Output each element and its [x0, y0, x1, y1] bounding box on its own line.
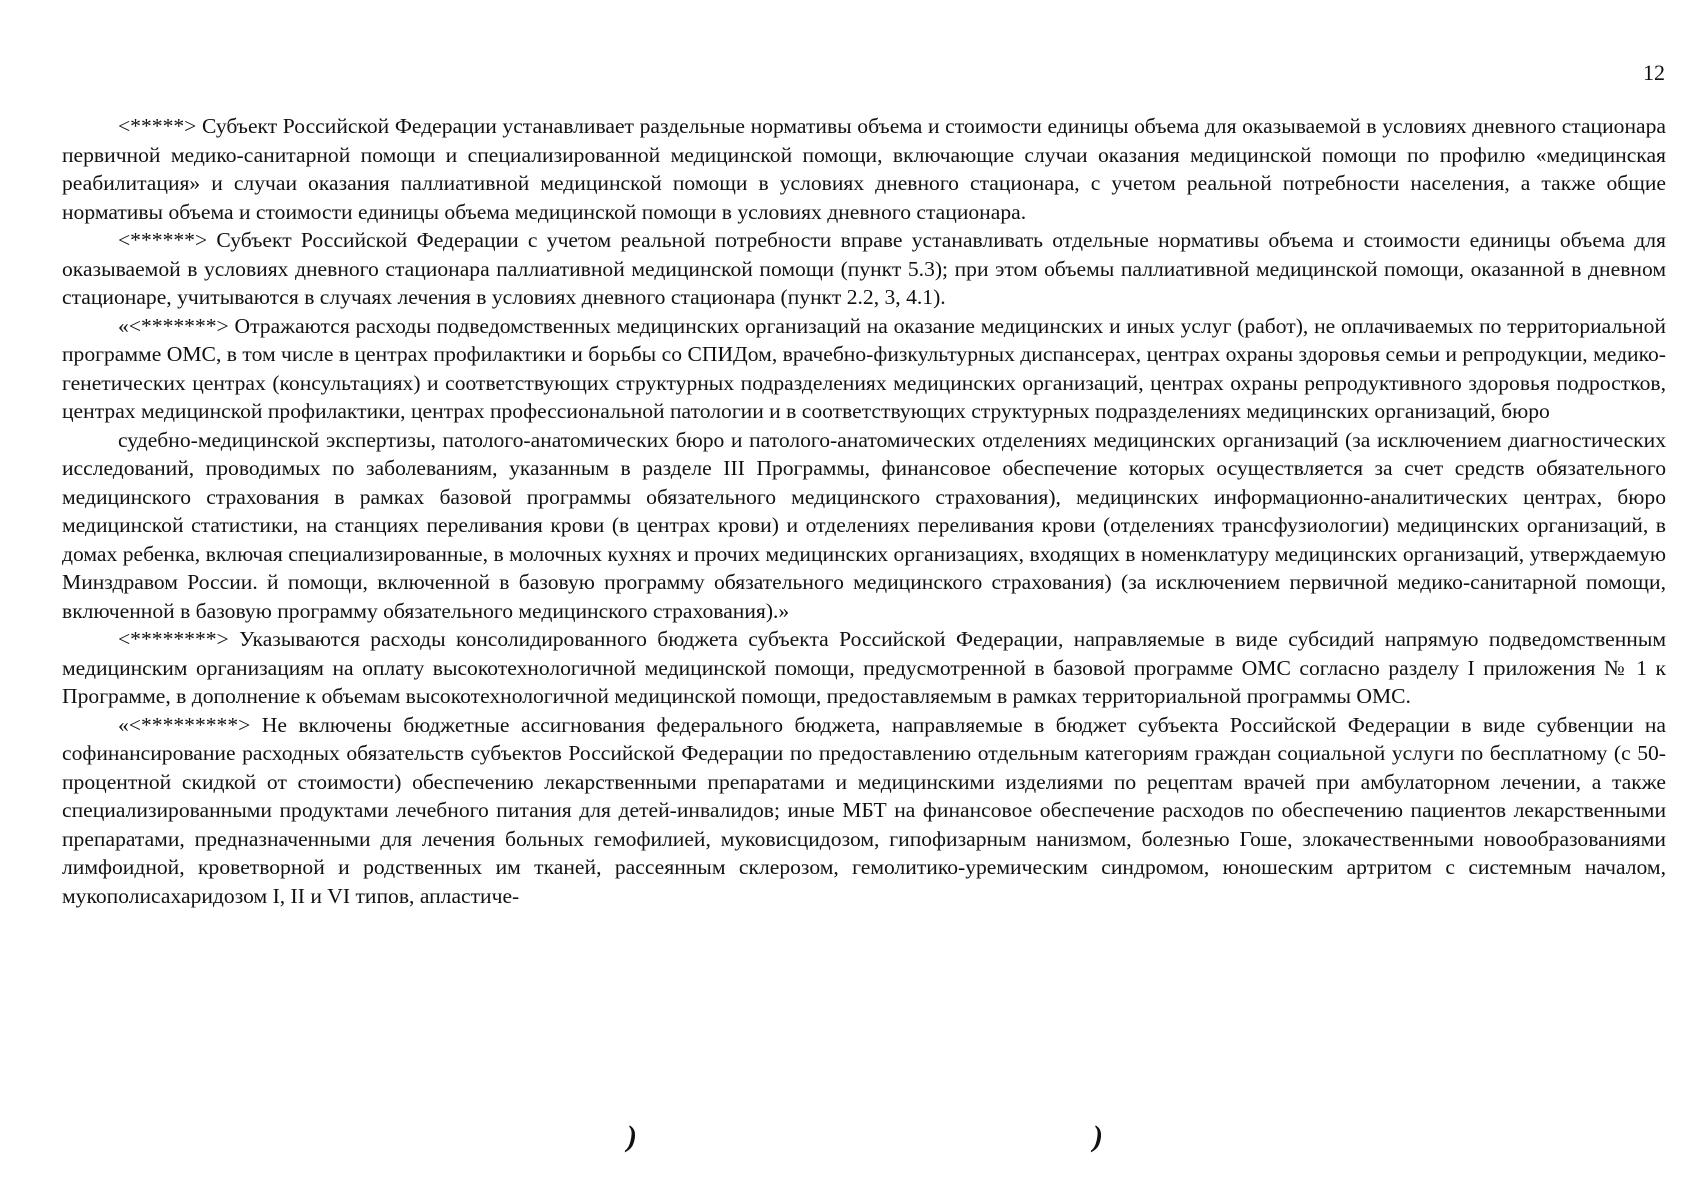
page-number: 12	[1643, 60, 1665, 85]
footnote-paragraph-6star: <******> Субъект Российской Федерации с учетом реальной потребности вправе устанавливать отдельные нормативы объема и стоимости единицы объема для оказываемой в условиях дневного стационара паллиативной медицинской помощи (пункт 5.3); при этом объемы паллиативной медицинской помощи, оказанной в дневном стационаре, учитываются в случаях лечения в условиях дневного стационара (пункт 2.2, 3, 4.1).	[62, 228, 1666, 309]
margin-mark-right: )	[1093, 1120, 1103, 1153]
margin-mark-left: )	[627, 1120, 637, 1153]
footnote-paragraph-8star: <********> Указываются расходы консолидированного бюджета субъекта Российской Федерации, направляемые в виде субсидий напрямую подведомственным медицинским организациям на оплату высокотехнологичной медицинской помощи, предусмотренной в базовой программе ОМС согласно разделу I приложения № 1 к Программе, в дополнение к объемам высокотехнологичной медицинской помощи, предоставляемым в рамках территориальной программы ОМС.	[62, 627, 1666, 708]
footnote-paragraph-5star: <*****> Субъект Российской Федерации устанавливает раздельные нормативы объема и стоимости единицы объема для оказываемой в условиях дневного стационара первичной медико-санитарной помощи и специализированной медицинской помощи, включающие случаи оказания медицинской помощи по профилю «медицинская реабилитация» и случаи оказания паллиативной медицинской помощи в условиях дневного стационара, с учетом реальной потребности населения, а также общие нормативы объема и стоимости единицы объема медицинской помощи в условиях дневного стационара.	[62, 114, 1666, 224]
footnotes-text	[62, 112, 1666, 910]
footnote-paragraph-7star: «<*******> Отражаются расходы подведомственных медицинских организаций на оказание медицинских и иных услуг (работ), не оплачиваемых по территориальной программе ОМС, в том числе в центрах профилактики и борьбы со СПИДом, врачебно-физкультурных диспансерах, центрах охраны здоровья семьи и репродукции, медико-генетических центрах (консультациях) и соответствующих структурных подразделениях медицинских организаций, центрах охраны репродуктивного здоровья подростков, центрах медицинской профилактики, центрах профессиональной патологии и в соответствующих структурных подразделениях медицинских организаций, бюро	[62, 313, 1666, 423]
footnote-paragraph-7star-continued: судебно-медицинской экспертизы, патолого-анатомических бюро и патолого-анатомических отделениях медицинских организаций (за исключением диагностических исследований, проводимых по заболеваниям, указанным в разделе III Программы, финансовое обеспечение которых осуществляется за счет средств обязательного медицинского страхования в рамках базовой программы обязательного медицинского страхования), медицинских информационно-аналитических центрах, бюро медицинской статистики, на станциях переливания крови (в центрах крови) и отделениях переливания крови (отделениях трансфузиологии) медицинских организаций, в домах ребенка, включая специализированные, в молочных кухнях и прочих медицинских организациях, входящих в номенклатуру медицинских организаций, утверждаемую Минздравом России. й помощи, включенной в базовую программу обязательного медицинского страхования) (за исключением первичной медико-санитарной помощи, включенной в базовую программу обязательного медицинского страхования).»	[62, 427, 1666, 623]
footnote-paragraph-9star: «<*********> Не включены бюджетные ассигнования федерального бюджета, направляемые в бюджет субъекта Российской Федерации в виде субвенции на софинансирование расходных обязательств субъектов Российской Федерации по предоставлению отдельным категориям граждан социальной услуги по бесплатному (с 50-процентной скидкой от стоимости) обеспечению лекарственными препаратами и медицинскими изделиями по рецептам врачей при амбулаторном лечении, а также специализированными продуктами лечебного питания для детей-инвалидов; иные МБТ на финансовое обеспечение расходов по обеспечению пациентов лекарственными препаратами, предназначенными для лечения больных гемофилией, муковисцидозом, гипофизарным нанизмом, болезнью Гоше, злокачественными новообразованиями лимфоидной, кроветворной и родственных им тканей, рассеянным склерозом, гемолитико-уремическим синдромом, юношеским артритом с системным началом, мукополисахаридозом I, II и VI типов, апластиче-	[62, 712, 1666, 908]
